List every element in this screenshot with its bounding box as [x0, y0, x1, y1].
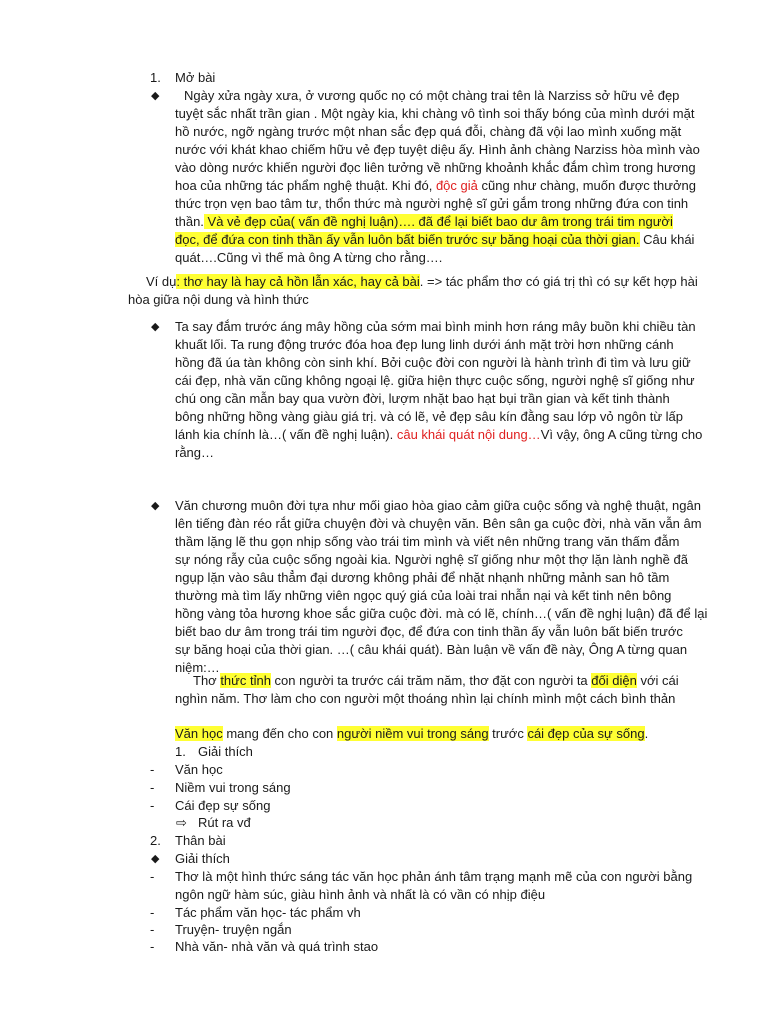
- paragraph-line: lên tiếng đàn réo rắt giữa chuyện đời và chuyện văn. Bên sân ga cuộc đời, nhà văn vẫn âm: [175, 516, 702, 531]
- highlighted-text: Văn học: [175, 726, 223, 741]
- list-item: Rút ra vđ: [198, 815, 251, 830]
- paragraph-line: [193, 672, 679, 690]
- highlighted-text: thức tỉnh: [220, 673, 271, 688]
- example-line: [146, 273, 698, 291]
- list-heading: Giải thích: [198, 744, 253, 759]
- diamond-bullet-icon: ◆: [151, 500, 160, 512]
- paragraph-line: sự băng hoại của thời gian. …( câu khái quát). Bàn luận về vấn đề này, Ông A từng quan: [175, 642, 688, 657]
- text-run: thần.: [175, 214, 204, 229]
- paragraph-line: [175, 213, 673, 231]
- paragraph-line: Ngày xửa ngày xưa, ở vương quốc nọ có một chàng trai tên là Narziss sở hữu vẻ đẹp: [184, 88, 680, 103]
- list-item: Văn học: [175, 762, 223, 777]
- text-run: Ví dụ: [146, 274, 177, 289]
- paragraph-line: hồng vàng tỏa hương khoe sắc giữa cuộc đời. mà có lẽ, chính…( vấn đề nghị luận) đã để lại: [175, 606, 708, 621]
- paragraph-line: thức trọn vẹn bao tâm tư, thổn thức mà người nghệ sĩ gửi gắm trong những đứa con tinh: [175, 196, 689, 211]
- paragraph-line: chú ong cần mẫn bay qua vườn đời, lượm nhặt bao hạt bụi trần gian và kết tinh thành: [175, 391, 670, 406]
- list-number: 2.: [150, 833, 161, 848]
- paragraph-line: bông những hồng vàng giàu giá trị. và có lẽ, vẻ đẹp sâu kín đằng sau lớp vỏ ngôn từ lấp: [175, 409, 684, 424]
- paragraph-line: khuất lối. Ta rung động trước đóa hoa đẹp lung linh dưới ánh mặt trời hơn những cánh: [175, 337, 674, 352]
- list-heading: Giải thích: [175, 851, 230, 866]
- paragraph-line: cái đẹp, nhà văn cũng không ngoại lệ. giữa hiện thực cuộc sống, người nghệ sĩ giống như: [175, 373, 695, 388]
- diamond-bullet-icon: ◆: [151, 90, 160, 102]
- text-run: .: [644, 726, 649, 741]
- paragraph-line: sự nóng rẫy của cuộc sống ngoài kia. Người nghệ sĩ giống như một thợ lặn lành nghề đã: [175, 552, 688, 567]
- paragraph-line: Ta say đắm trước áng mây hồng của sớm mai bình minh hơn ráng mây buồn khi chiều tàn: [175, 319, 696, 334]
- list-item: Tác phẩm văn học- tác phẩm vh: [175, 905, 361, 920]
- highlighted-text: đối diện: [591, 673, 637, 688]
- list-item: Truyện- truyện ngắn: [175, 922, 292, 937]
- paragraph-line: [175, 177, 696, 195]
- paragraph-line: nghìn năm. Thơ làm cho con người một thoáng nhìn lại chính mình một cách bình thản: [175, 691, 676, 706]
- text-run: cũng như chàng, muốn được thưởng: [477, 178, 696, 193]
- paragraph-line: rằng…: [175, 445, 215, 460]
- paragraph-line: thầm lặng lẽ thu gọn nhịp sống vào trái tim mình và viết nên những trang văn thấm đẫm: [175, 534, 680, 549]
- dash-bullet-icon: -: [150, 905, 155, 920]
- text-run: hoa của những tác phẩm nghệ thuật. Khi đó,: [175, 178, 436, 193]
- highlighted-text: đọc, để đứa con tinh thần ấy vẫn luôn bất biến trước sự băng hoại của thời gian.: [175, 232, 640, 247]
- highlighted-text: Và vẻ đẹp của( vấn đề nghị luận)…. đã để lại biết bao dư âm trong trái tim người: [203, 214, 673, 229]
- text-run: lánh kia chính là…( vấn đề nghị luận).: [175, 427, 397, 442]
- text-run: Câu khái: [639, 232, 695, 247]
- paragraph-line: [175, 231, 694, 249]
- paragraph-line: hồng đã úa tàn không còn sinh khí. Bởi cuộc đời con người là hành trình đi tìm và lưu giữ: [175, 355, 691, 370]
- list-number: 1.: [175, 744, 186, 759]
- highlighted-text: : thơ hay là hay cả hồn lẫn xác, hay cả bài: [176, 274, 420, 289]
- text-run: Thơ: [193, 673, 221, 688]
- highlighted-text: người niềm vui trong sáng: [336, 726, 489, 741]
- red-text: câu khái quát nội dung…: [396, 427, 541, 442]
- paragraph-line: Văn chương muôn đời tựa như mối giao hòa giao cảm giữa cuộc sống và nghệ thuật, ngân: [175, 498, 701, 513]
- paragraph-line: ngụp lặn vào sâu thẳm đại dương không phải để nhặt nhạnh những mảnh san hô tầm: [175, 570, 670, 585]
- paragraph-line: biết bao dư âm trong trái tim người đọc, để đứa con tinh thần ấy vẫn luôn bất biến trước: [175, 624, 683, 639]
- text-run: . => tác phẩm thơ có giá trị thì có sự kết hợp hài: [419, 274, 698, 289]
- list-item: Cái đẹp sự sống: [175, 798, 271, 813]
- diamond-bullet-icon: ◆: [151, 321, 160, 333]
- paragraph-line: nước với khát khao chiếm hữu vẻ đẹp tuyệt diệu ấy. Hình ảnh chàng Narziss hòa mình vào: [175, 142, 700, 157]
- paragraph-line: niệm:…: [175, 660, 220, 675]
- text-run: Vì vậy, ông A cũng từng cho: [540, 427, 703, 442]
- text-run: con người ta trước cái trăm năm, thơ đặt con người ta: [270, 673, 592, 688]
- list-number: 1.: [150, 70, 161, 85]
- dash-bullet-icon: -: [150, 762, 155, 777]
- section-heading: Thân bài: [175, 833, 226, 848]
- dash-bullet-icon: -: [150, 922, 155, 937]
- list-item: Thơ là một hình thức sáng tác văn học phản ánh tâm trạng mạnh mẽ của con người bằng: [175, 869, 693, 884]
- paragraph-line: [175, 426, 702, 444]
- paragraph-line: quát….Cũng vì thế mà ông A từng cho rằng….: [175, 250, 443, 265]
- paragraph-line: hồ nước, ngỡ ngàng trước một nhan sắc đẹp quá đỗi, chàng đã vội lao mình xuống mặt: [175, 124, 682, 139]
- section-heading: Mở bài: [175, 70, 216, 85]
- arrow-bullet-icon: ⇨: [176, 815, 187, 830]
- paragraph-line: [175, 725, 648, 743]
- text-run: mang đến cho con: [222, 726, 337, 741]
- diamond-bullet-icon: ◆: [151, 853, 160, 865]
- dash-bullet-icon: -: [150, 939, 155, 954]
- highlighted-text: cái đẹp của sự sống: [527, 726, 645, 741]
- dash-bullet-icon: -: [150, 869, 155, 884]
- text-run: trước: [488, 726, 528, 741]
- paragraph-line: vào dòng nước khiến người đọc liên tưởng về những khoảnh khắc đắm chìm trong hương: [175, 160, 696, 175]
- dash-bullet-icon: -: [150, 798, 155, 813]
- list-item: Niềm vui trong sáng: [175, 780, 291, 795]
- example-line: hòa giữa nội dung và hình thức: [128, 292, 309, 307]
- dash-bullet-icon: -: [150, 780, 155, 795]
- red-text: độc giả: [435, 178, 478, 193]
- paragraph-line: thường mà tìm lấy những viên ngọc quý giá của loài trai nhẫn nại và kết tinh nên bông: [175, 588, 672, 603]
- list-item: Nhà văn- nhà văn và quá trình stao: [175, 939, 379, 954]
- list-item: ngôn ngữ hàm súc, giàu hình ảnh và nhất là có vần có nhịp điệu: [175, 887, 546, 902]
- text-run: với cái: [636, 673, 679, 688]
- paragraph-line: tuyệt sắc nhất trần gian . Một ngày kia, khi chàng vô tình soi thấy bóng của mình dưới mặt: [175, 106, 695, 121]
